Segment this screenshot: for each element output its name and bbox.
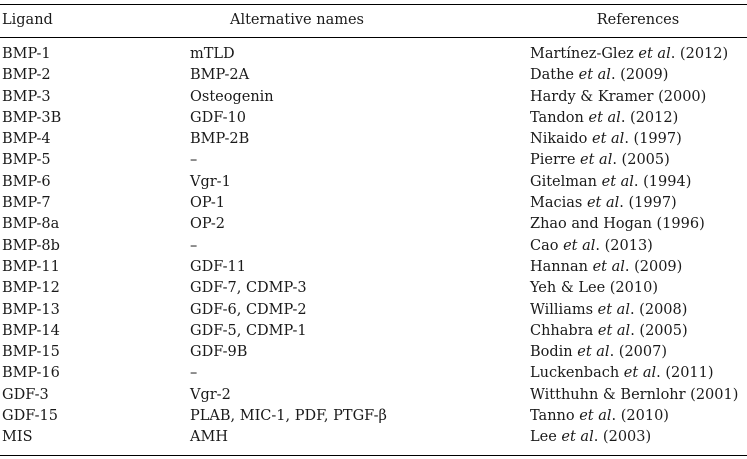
- alternative-names-cell: GDF-5, CDMP-1: [190, 322, 307, 339]
- ligand-cell: GDF-15: [2, 408, 58, 425]
- reference-author: Hardy & Kramer (2000): [530, 88, 707, 105]
- table-row: [0, 321, 747, 342]
- table-row: [0, 427, 747, 448]
- header-ligand: Ligand: [2, 12, 53, 28]
- ligand-cell: BMP-3B: [2, 109, 62, 126]
- reference-year: . (1994): [633, 173, 692, 190]
- reference-cell: [530, 193, 677, 214]
- reference-et-al: et al: [580, 152, 613, 169]
- alternative-names-cell: OP-1: [190, 195, 225, 212]
- reference-author: Hannan: [530, 258, 593, 275]
- reference-author: Cao: [530, 237, 564, 254]
- reference-year: . (2005): [630, 322, 688, 339]
- reference-author: Martínez-Glez: [530, 46, 639, 62]
- table-row: [0, 342, 747, 363]
- table-row: [0, 363, 747, 384]
- reference-cell: [530, 278, 658, 299]
- reference-et-al: et al: [597, 301, 630, 318]
- ligand-cell: BMP-2: [2, 67, 51, 84]
- reference-et-al: et al: [561, 429, 594, 446]
- reference-et-al: et al: [597, 322, 631, 339]
- alternative-names-cell: GDF-10: [190, 109, 246, 126]
- reference-author: Williams: [530, 301, 598, 318]
- alternative-names-cell: GDF-6, CDMP-2: [190, 301, 307, 318]
- reference-et-al: et al: [638, 46, 671, 62]
- ligand-cell: BMP-6: [2, 173, 51, 190]
- reference-et-al: et al: [588, 109, 621, 126]
- header-alternative-names: Alternative names: [229, 12, 365, 28]
- reference-cell: [530, 172, 691, 193]
- table-row: [0, 172, 747, 193]
- reference-author: Zhao and Hogan (1996): [530, 216, 705, 233]
- reference-author: Macias: [530, 195, 587, 212]
- reference-cell: [530, 321, 688, 342]
- reference-author: Witthuhn & Bernlohr (2001): [530, 386, 739, 403]
- reference-year: . (2012): [620, 109, 679, 126]
- ligand-cell: BMP-1: [2, 46, 51, 62]
- reference-cell: [530, 214, 705, 235]
- reference-year: . (2013): [595, 237, 653, 254]
- reference-author: Tandon: [530, 109, 589, 126]
- reference-cell: [530, 363, 714, 384]
- alternative-names-cell: –: [190, 237, 198, 254]
- reference-author: Tanno: [530, 408, 580, 425]
- table-row: [0, 236, 747, 257]
- reference-cell: [530, 300, 687, 321]
- reference-et-al: et al: [592, 258, 625, 275]
- alternative-names-cell: BMP-2B: [190, 131, 250, 148]
- alternative-names-cell: GDF-7, CDMP-3: [190, 280, 307, 297]
- alternative-names-cell: OP-2: [190, 216, 225, 233]
- ligand-cell: BMP-15: [2, 344, 60, 361]
- ligand-cell: BMP-8b: [2, 237, 60, 254]
- alternative-names-cell: –: [190, 152, 198, 169]
- reference-year: . (2009): [624, 258, 683, 275]
- reference-et-al: et al: [623, 365, 657, 382]
- reference-year: . (2010): [611, 408, 669, 425]
- table-row: [0, 150, 747, 171]
- alternative-names-cell: GDF-11: [190, 258, 246, 275]
- ligand-cell: BMP-11: [2, 258, 60, 275]
- alternative-names-cell: Vgr-2: [190, 386, 231, 403]
- reference-cell: [530, 129, 682, 150]
- table-top-rule: [0, 4, 747, 5]
- ligand-cell: BMP-16: [2, 365, 60, 382]
- table-bottom-rule: [0, 455, 747, 456]
- ligand-cell: BMP-8a: [2, 216, 60, 233]
- reference-et-al: et al: [592, 131, 625, 148]
- reference-cell: [530, 236, 653, 257]
- reference-year: . (2011): [656, 365, 714, 382]
- reference-year: . (2003): [593, 429, 652, 446]
- table-row: [0, 300, 747, 321]
- ligand-cell: BMP-7: [2, 195, 51, 212]
- reference-author: Yeh & Lee (2010): [530, 280, 658, 297]
- table-row: [0, 65, 747, 86]
- reference-year: . (2008): [629, 301, 688, 318]
- table-row: [0, 385, 747, 406]
- reference-year: . (1997): [619, 195, 677, 212]
- reference-year: . (2012): [670, 46, 729, 62]
- reference-year: . (1997): [624, 131, 682, 148]
- ligand-cell: BMP-5: [2, 152, 51, 169]
- reference-cell: [530, 150, 670, 171]
- alternative-names-cell: AMH: [190, 429, 228, 446]
- reference-author: Dathe: [530, 67, 579, 84]
- reference-author: Pierre: [530, 152, 581, 169]
- reference-author: Chhabra: [530, 322, 598, 339]
- ligand-cell: BMP-12: [2, 280, 60, 297]
- alternative-names-cell: mTLD: [190, 46, 235, 62]
- table-row: [0, 278, 747, 299]
- reference-author: Nikaido: [530, 131, 593, 148]
- alternative-names-cell: Osteogenin: [190, 88, 274, 105]
- ligand-cell: GDF-3: [2, 386, 49, 403]
- reference-cell: [530, 65, 668, 86]
- table-row: [0, 108, 747, 129]
- table-header-rule: [0, 37, 747, 38]
- ligand-cell: BMP-4: [2, 131, 51, 148]
- ligand-cell: MIS: [2, 429, 33, 446]
- ligand-cell: BMP-14: [2, 322, 60, 339]
- reference-cell: [530, 385, 738, 406]
- reference-et-al: et al: [577, 344, 610, 361]
- alternative-names-cell: Vgr-1: [190, 173, 231, 190]
- reference-year: . (2005): [612, 152, 670, 169]
- reference-author: Gitelman: [530, 173, 602, 190]
- table-row: [0, 406, 747, 427]
- reference-author: Luckenbach: [530, 365, 624, 382]
- reference-author: Bodin: [530, 344, 578, 361]
- table-row: [0, 257, 747, 278]
- alternative-names-cell: GDF-9B: [190, 344, 248, 361]
- reference-et-al: et al: [578, 67, 611, 84]
- reference-year: . (2009): [610, 67, 669, 84]
- reference-cell: [530, 87, 706, 108]
- reference-cell: [530, 342, 667, 363]
- table-row: [0, 87, 747, 108]
- table-row: [0, 129, 747, 150]
- reference-year: . (2007): [609, 344, 668, 361]
- reference-et-al: et al: [579, 408, 612, 425]
- table-row: [0, 214, 747, 235]
- reference-cell: [530, 257, 682, 278]
- alternative-names-cell: BMP-2A: [190, 67, 250, 84]
- reference-cell: [530, 108, 678, 129]
- reference-et-al: et al: [601, 173, 634, 190]
- alternative-names-cell: PLAB, MIC-1, PDF, PTGF-β: [190, 408, 387, 425]
- reference-author: Lee: [530, 429, 562, 446]
- reference-et-al: et al: [563, 237, 596, 254]
- header-references: References: [596, 12, 680, 28]
- table-body: [0, 44, 747, 449]
- reference-cell: [530, 44, 728, 65]
- reference-cell: [530, 427, 651, 448]
- reference-cell: [530, 406, 669, 427]
- ligand-cell: BMP-13: [2, 301, 60, 318]
- reference-et-al: et al: [586, 195, 620, 212]
- table-row: [0, 193, 747, 214]
- ligand-cell: BMP-3: [2, 88, 51, 105]
- alternative-names-cell: –: [190, 365, 198, 382]
- table-row: [0, 44, 747, 65]
